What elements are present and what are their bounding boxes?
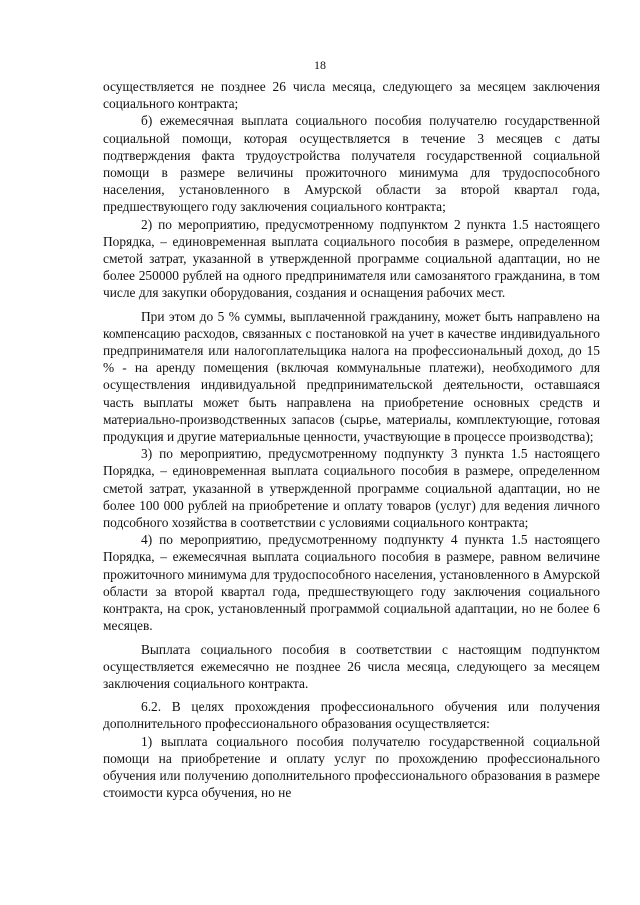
- page-number: 18: [314, 58, 326, 72]
- paragraph-subitem-b: б) ежемесячная выплата социального пособия получателю государственной социальной помощи, которая осуществляется в течение 3 месяцев с даты подтверждения факта трудоустройства получателя государственной социальной помощи в размере величины прожиточного минимума для трудоспособного населения, установленного в Амурской области за второй квартал года, предшествующего году заключения социального контракта;: [103, 113, 600, 215]
- paragraph-item-3: 3) по мероприятию, предусмотренному подпункту 3 пункта 1.5 настоящего Порядка, – единовременная выплата социального пособия в размере, определенном сметой затрат, указанной в утвержденной программе социальной адаптации, но не более 100 000 рублей на приобретение и оплату товаров (услуг) для ведения личного подсобного хозяйства в соответствии с условиями социального контракта;: [103, 446, 600, 531]
- paragraph-item-1-training: 1) выплата социального пособия получателю государственной социальной помощи на приобретение и оплату услуг по прохождению профессионального обучения или получению дополнительного профессионального образования в размере стоимости курса обучения, но не: [103, 733, 600, 801]
- paragraph-item-2: 2) по мероприятию, предусмотренному подпунктом 2 пункта 1.5 настоящего Порядка, – единовременная выплата социального пособия в размере, определенном сметой затрат, указанной в утвержденной программе социальной адаптации, но не более 250000 рублей на одного предпринимателя или самозанятого гражданина, в том числе для закупки оборудования, создания и оснащения рабочих мест.: [103, 216, 600, 301]
- paragraph-item-4: 4) по мероприятию, предусмотренному подпункту 4 пункта 1.5 настоящего Порядка, – ежемесячная выплата социального пособия в размере, равном величине прожиточного минимума для трудоспособного населения, установленного в Амурской области за второй квартал года, предшествующего году заключения социального контракта, на срок, установленный программой социальной адаптации, но не более 6 месяцев.: [103, 532, 600, 634]
- paragraph-payment-schedule: Выплата социального пособия в соответствии с настоящим подпунктом осуществляется ежемесячно не позднее 26 числа месяца, следующего за месяцем заключения социального контракта.: [103, 641, 600, 691]
- paragraph-section-6-2: 6.2. В целях прохождения профессионального обучения или получения дополнительного профессионального образования осуществляется:: [103, 699, 600, 732]
- paragraph-expense-shares: При этом до 5 % суммы, выплаченной гражданину, может быть направлено на компенсацию расходов, связанных с постановкой на учет в качестве индивидуального предпринимателя или налогоплательщика налога на профессиональный доход, до 15 % - на аренду помещения (включая коммунальные платежи), необходимого для осуществления индивидуальной предпринимательской деятельности, оставшаяся часть выплаты может быть направлена на приобретение основных средств и материально-производственных запасов (сырье, материалы, комплектующие, готовая продукция и другие материальные ценности, участвующие в процессе производства);: [103, 308, 600, 445]
- document-body: [103, 78, 600, 801]
- paragraph-continuation: осуществляется не позднее 26 числа месяца, следующего за месяцем заключения социального контракта;: [103, 79, 600, 112]
